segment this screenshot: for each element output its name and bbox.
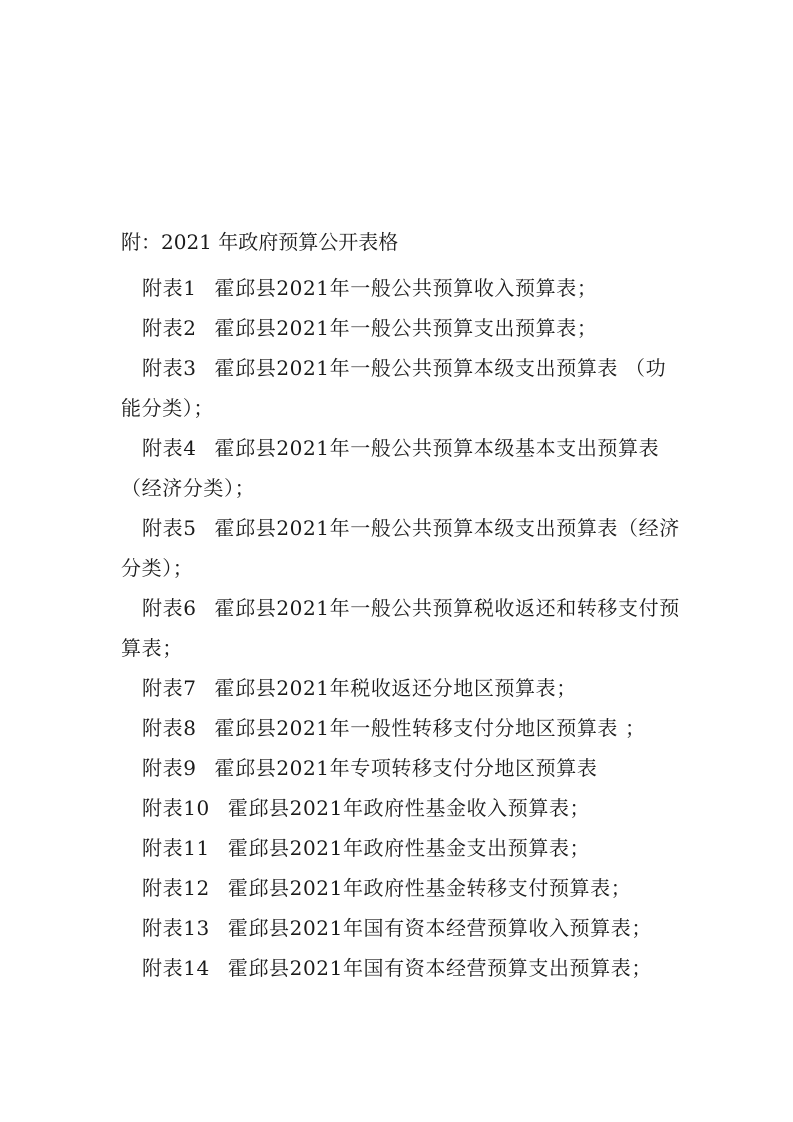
item-label: 附表9 bbox=[142, 756, 197, 780]
item-text: 霍邱县2021年政府性基金收入预算表； bbox=[227, 796, 591, 820]
item-label: 附表7 bbox=[142, 676, 197, 700]
item-text: 霍邱县2021年一般性转移支付分地区预算表 ； bbox=[214, 716, 646, 740]
item-text: 霍邱县2021年政府性基金转移支付预算表； bbox=[227, 876, 632, 900]
item-label: 附表8 bbox=[142, 716, 197, 740]
list-item bbox=[121, 668, 681, 708]
item-text: 霍邱县2021年一般公共预算本级支出预算表（经济分类）； bbox=[121, 516, 680, 580]
item-label: 附表6 bbox=[142, 596, 197, 620]
item-text: 霍邱县2021年政府性基金支出预算表； bbox=[227, 836, 591, 860]
list-item bbox=[121, 508, 681, 588]
item-label: 附表4 bbox=[142, 436, 197, 460]
list-item bbox=[121, 868, 681, 908]
attachment-list bbox=[121, 268, 681, 988]
item-label: 附表2 bbox=[142, 316, 197, 340]
attachment-heading: 附：2021 年政府预算公开表格 bbox=[121, 230, 399, 254]
item-label: 附表3 bbox=[142, 356, 197, 380]
item-text: 霍邱县2021年国有资本经营预算收入预算表； bbox=[227, 916, 652, 940]
list-item bbox=[121, 708, 681, 748]
item-text: 霍邱县2021年一般公共预算本级基本支出预算表（经济分类）； bbox=[121, 436, 660, 500]
item-text: 霍邱县2021年一般公共预算税收返还和转移支付预算表； bbox=[121, 596, 680, 660]
list-item bbox=[121, 308, 681, 348]
item-text: 霍邱县2021年一般公共预算支出预算表； bbox=[214, 316, 598, 340]
item-label: 附表14 bbox=[142, 956, 210, 980]
list-item bbox=[121, 748, 681, 788]
item-label: 附表5 bbox=[142, 516, 197, 540]
list-item bbox=[121, 908, 681, 948]
list-item bbox=[121, 428, 681, 508]
item-text: 霍邱县2021年国有资本经营预算支出预算表； bbox=[227, 956, 652, 980]
item-label: 附表12 bbox=[142, 876, 210, 900]
item-label: 附表1 bbox=[142, 276, 197, 300]
item-text: 霍邱县2021年一般公共预算收入预算表； bbox=[214, 276, 598, 300]
list-item bbox=[121, 828, 681, 868]
item-text: 霍邱县2021年专项转移支付分地区预算表 bbox=[214, 756, 598, 780]
item-text: 霍邱县2021年税收返还分地区预算表； bbox=[214, 676, 577, 700]
item-label: 附表13 bbox=[142, 916, 210, 940]
list-item bbox=[121, 788, 681, 828]
item-label: 附表10 bbox=[142, 796, 210, 820]
list-item bbox=[121, 948, 681, 988]
item-label: 附表11 bbox=[142, 836, 210, 860]
list-item bbox=[121, 588, 681, 668]
list-item bbox=[121, 348, 681, 428]
list-item bbox=[121, 268, 681, 308]
item-text: 霍邱县2021年一般公共预算本级支出预算表 （功能分类）； bbox=[121, 356, 667, 420]
